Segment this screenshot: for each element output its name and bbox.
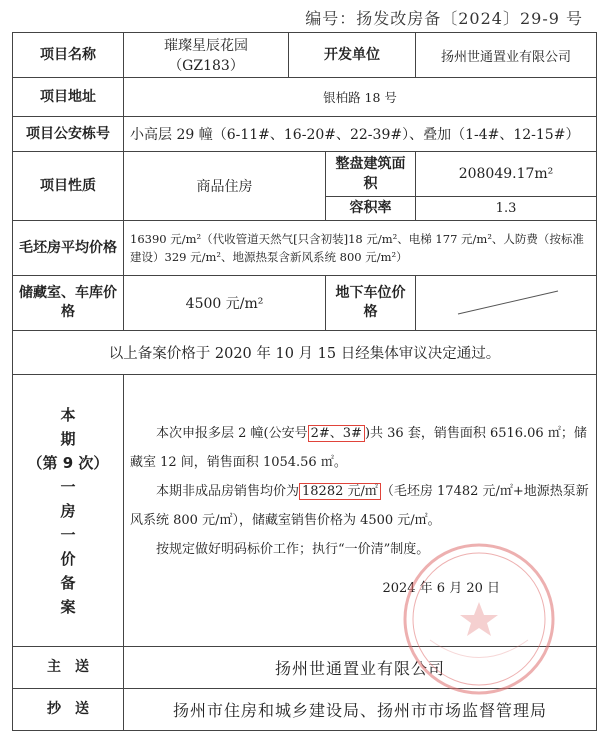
address-value: 银柏路 18 号 [124, 78, 597, 117]
row-approval [13, 331, 597, 375]
row-project-name [13, 33, 597, 78]
parking-price-value [416, 276, 597, 331]
address-label: 项目地址 [13, 78, 124, 117]
parking-price-label: 地下车位价格 [326, 276, 416, 331]
nature-value: 商品住房 [124, 152, 326, 221]
period-label-line: 房 [60, 501, 76, 520]
period-label-line: 期 [60, 429, 76, 448]
project-name-value: 璀璨星辰花园（GZ183） [124, 33, 289, 78]
pricing-rule-paragraph: 按规定做好明码标价工作；执行“一价清”制度。 [156, 541, 430, 557]
row-current-period [13, 375, 597, 647]
sales-summary-paragraph [130, 419, 590, 477]
empty-cell-slash [416, 276, 597, 331]
approval-note: 以上备案价格于 2020 年 10 月 15 日经集体审议决定通过。 [13, 331, 597, 375]
row-send-to [13, 647, 597, 689]
period-label-line: 价 [60, 549, 76, 568]
project-name-label: 项目名称 [13, 33, 124, 78]
period-label-line: 案 [60, 597, 76, 616]
developer-label: 开发单位 [289, 33, 416, 78]
send-to-label: 主 送 [13, 647, 124, 689]
filing-table [12, 32, 597, 731]
row-rough-price [13, 221, 597, 276]
row-storage [13, 276, 597, 331]
storage-price-value: 4500 元/m² [124, 276, 326, 331]
issue-date: 2024 年 6 月 20 日 [382, 580, 501, 596]
send-to-value: 扬州世通置业有限公司 [124, 647, 597, 689]
document-number: 编号：扬发改房备〔2024〕29-9 号 [305, 9, 583, 28]
far-label: 容积率 [326, 197, 416, 221]
current-period-content [124, 375, 597, 647]
period-label-line: （第 9 次） [27, 453, 109, 472]
buildings-label: 项目公安栋号 [13, 117, 124, 152]
row-buildings [13, 117, 597, 152]
para1-text-b: )共 36 套，销售面积 6516.06 ㎡；储藏室 12 间，销售面积 1054.56 ㎡。 [130, 425, 587, 470]
row-cc [13, 689, 597, 731]
period-label-line: 一 [60, 525, 76, 544]
developer-value: 扬州世通置业有限公司 [416, 33, 597, 78]
price-paragraph [130, 477, 590, 535]
total-area-value: 208049.17m² [416, 152, 597, 197]
building-number-highlight: 2#、3# [308, 425, 365, 442]
rough-price-label: 毛坯房平均价格 [13, 221, 124, 276]
para1-text-a: 本次申报多层 2 幢(公安号 [156, 425, 308, 441]
para2-text-b: （毛坯房 17482 元/㎡+地源热泵新风系统 800 元/㎡），储藏室销售价格为 4500 元/㎡。 [130, 483, 589, 528]
nature-label: 项目性质 [13, 152, 124, 221]
buildings-value: 小高层 29 幢（6-11#、16-20#、22-39#）、叠加（1-4#、12-15#） [124, 117, 597, 152]
rough-price-value: 16390 元/m²（代收管道天然气[只含初装]18 元/m²、电梯 177 元/m²、人防费（按标准建设）329 元/m²、地源热泵含新风系统 800 元/m²） [124, 221, 597, 276]
row-nature [13, 152, 597, 197]
period-label-line: 备 [60, 573, 76, 592]
total-area-label: 整盘建筑面积 [326, 152, 416, 197]
storage-price-label: 储藏室、车库价格 [13, 276, 124, 331]
current-period-label [13, 375, 124, 647]
cc-value: 扬州市住房和城乡建设局、扬州市市场监督管理局 [124, 689, 597, 731]
period-label-line: 本 [60, 405, 76, 424]
para2-text-a: 本期非成品房销售均价为 [156, 483, 300, 499]
row-address [13, 78, 597, 117]
average-price-highlight: 18282 元/㎡ [299, 483, 381, 500]
far-value: 1.3 [416, 197, 597, 221]
cc-label: 抄 送 [13, 689, 124, 731]
period-label-line: 一 [60, 477, 76, 496]
